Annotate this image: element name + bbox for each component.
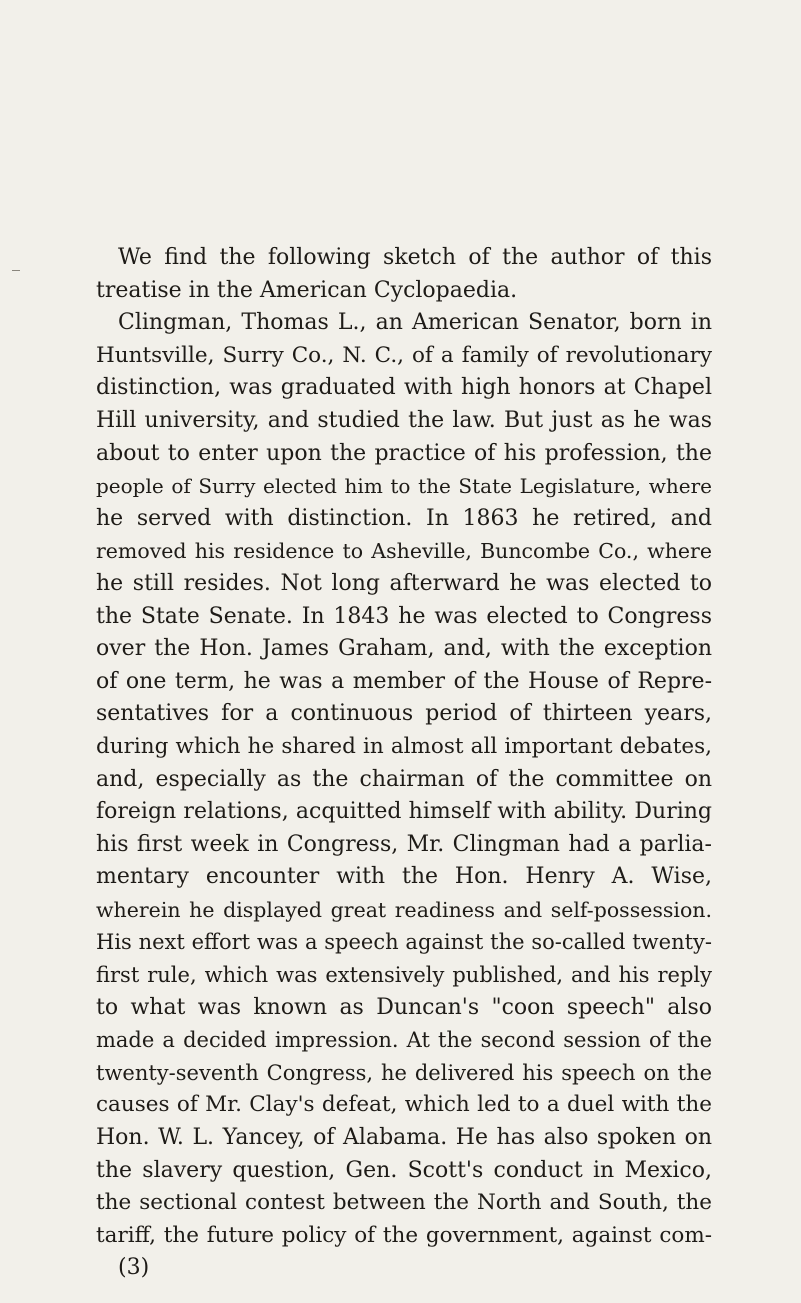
text-line: to what was known as Duncan's "coon speech" also <box>96 994 712 1020</box>
text-line: Hon. W. L. Yancey, of Alabama. He has also spoken on <box>96 1125 712 1151</box>
text-line: We find the following sketch of the author of this <box>118 245 712 270</box>
text-line: wherein he displayed great readiness and self-possession. <box>96 897 712 922</box>
body-text <box>96 242 712 1285</box>
text-line: distinction, was graduated with high honors at Chapel <box>96 375 712 401</box>
text-line: treatise in the American Cyclopaedia. <box>96 277 518 303</box>
text-line: mentary encounter with the Hon. Henry A. Wise, <box>96 864 712 890</box>
page-number: (3) <box>118 1255 150 1281</box>
text-line: Clingman, Thomas L., an American Senator, born in <box>118 310 712 336</box>
text-line: first rule, which was extensively published, and his reply <box>96 963 712 988</box>
text-line: he served with distinction. In 1863 he retired, and <box>96 505 712 531</box>
text-line: he still resides. Not long afterward he was elected to <box>96 570 712 596</box>
text-line: twenty-seventh Congress, he delivered his speech on the <box>96 1060 712 1085</box>
text-line: the State Senate. In 1843 he was elected to Congress <box>96 603 712 629</box>
text-line: the slavery question, Gen. Scott's conduct in Mexico, <box>96 1157 712 1183</box>
text-line: and, especially as the chairman of the committee on <box>96 766 712 792</box>
text-line: over the Hon. James Graham, and, with the exception <box>96 636 712 662</box>
text-line: during which he shared in almost all important debates, <box>96 733 712 759</box>
text-line: made a decided impression. At the second session of the <box>96 1028 712 1053</box>
text-line: removed his residence to Asheville, Buncombe Co., where <box>96 539 712 564</box>
text-line: Huntsville, Surry Co., N. C., of a family of revolutionary <box>96 342 712 368</box>
text-line: Hill university, and studied the law. But just as he was <box>96 407 712 433</box>
text-line: about to enter upon the practice of his profession, the <box>96 440 712 466</box>
text-line: His next effort was a speech against the so-called twenty- <box>96 930 712 955</box>
text-line: his first week in Congress, Mr. Clingman had a parlia- <box>96 831 712 857</box>
text-line: of one term, he was a member of the House of Repre- <box>96 668 712 694</box>
text-line: tariff, the future policy of the government, against com- <box>96 1222 712 1248</box>
text-line: people of Surry elected him to the State Legislature, where <box>96 474 712 499</box>
text-line: sentatives for a continuous period of thirteen years, <box>96 701 712 727</box>
margin-mark <box>12 270 20 271</box>
text-line: foreign relations, acquitted himself with ability. During <box>96 799 712 825</box>
text-line: causes of Mr. Clay's defeat, which led to a duel with the <box>96 1092 712 1118</box>
text-line: the sectional contest between the North and South, the <box>96 1190 712 1216</box>
